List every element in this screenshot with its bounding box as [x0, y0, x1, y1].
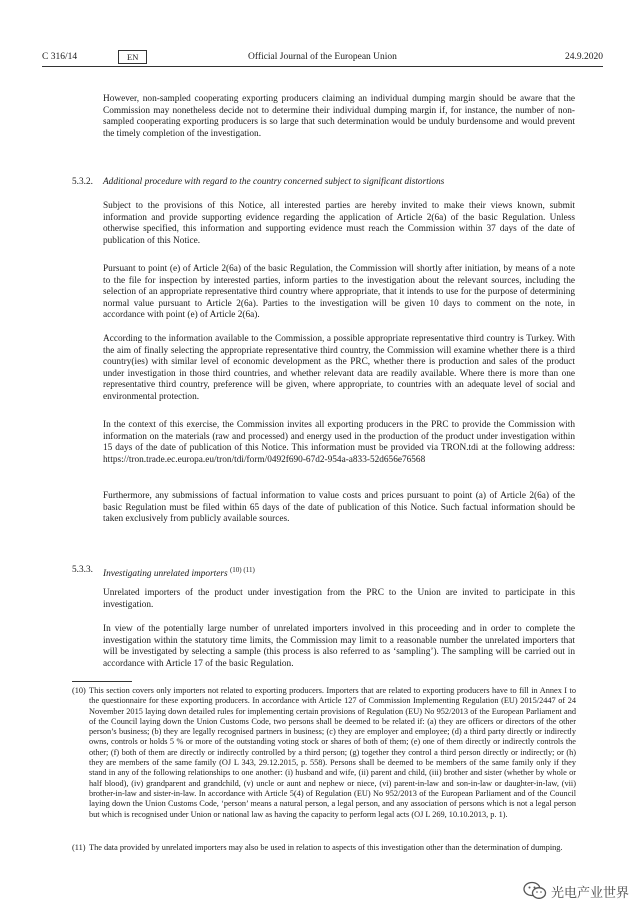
section-number: 5.3.2. [72, 177, 93, 187]
paragraph-interested-parties: Subject to the provisions of this Notice, all interested parties are hereby invited to make their views known, submit information and provide supporting evidence regarding the application of Article 2(6a) of the basic Regulation. Unless otherwise specified, this information and supporting evidence must reach the Commission within 37 days of the date of publication of this Notice. [103, 201, 575, 246]
paragraph-factual-information: Furthermore, any submissions of factual information to value costs and prices pursuant to point (a) of Article 2(6a) of the basic Regulation must be filed within 65 days of the date of publication of this Notice. Such factual information should be taken exclusively from publicly available sources. [103, 491, 575, 525]
section-number: 5.3.3. [72, 565, 93, 575]
footnote-10 [72, 686, 576, 820]
section-title: Investigating unrelated importers $^{(10) (11)}$ [103, 566, 255, 580]
page-header [42, 50, 603, 64]
footnote-text: The data provided by unrelated importers may also be used in relation to aspects of this investigation other than the determination of dumping. [89, 843, 563, 852]
footnote-mark: (11) [72, 843, 86, 852]
paragraph-representative-country: According to the information available to the Commission, a possible appropriate representative third country is Turkey. With the aim of finally selecting the appropriate representative third country, the Commission will examine whether there is a third country(ies) with similar level of economic development as the PRC, whether there is production and sales of the product under investigation in those third countries, and whether relevant data are readily available. Where there is more than one representative third country, preference will be given, where appropriate, to countries with an adequate level of social and environmental protection. [103, 334, 575, 402]
watermark-text: 光电产业世界 [550, 885, 629, 901]
publication-date: 24.9.2020 [565, 52, 603, 62]
page-ref: C 316/14 [42, 52, 78, 62]
section-title: Additional procedure with regard to the country concerned subject to significant distortions [103, 177, 445, 187]
footnote-mark: (10) [72, 686, 86, 695]
paragraph-note-to-file: Pursuant to point (e) of Article 2(6a) of the basic Regulation, the Commission will shortly after initiation, by means of a note to the file for inspection by interested parties, inform parties to the investigation about the relevant sources, including the selection of an appropriate representative third country where appropriate, that it intends to use for the purpose of determining normal value pursuant to Article 2(6a). Parties to the investigation will be given 10 days to comment on the note, in accordance with point (e) of Article 2(6a). [103, 264, 575, 321]
paragraph-sampling-note: However, non-sampled cooperating exporting producers claiming an individual dumping margin should be aware that the Commission may nonetheless decide not to determine their individual dumping margin if, for instance, the number of non-sampled cooperating exporting producers is so large that such determination would be unduly burdensome and would prevent the timely completion of the investigation. [103, 94, 575, 139]
watermark [523, 880, 629, 902]
footnote-rule [72, 681, 132, 682]
footnote-text: This section covers only importers not related to exporting producers. Importers that are related to exporting producers have to fill in Annex I to the questionnaire for these exporting producers. In accordance with Article 127 of Commission Implementing Regulation (EU) 2015/2447 of 24 November 2015 laying down detailed rules for implementing certain provisions of Regulation (EU) No 952/2013 of the European Parliament and of the Council laying down the Union Customs Code, two persons shall be deemed to be related if: (a) they are officers or directors of the other person’s business; (b) they are legally recognised partners in business; (c) they are employer and employee; (d) a third party directly or indirectly owns, controls or holds 5 % or more of the outstanding voting stock or shares of both of them; (e) one of them directly or indirectly controls the other; (f) both of them are directly or indirectly controlled by a third person; (g) together they control a third person directly or indirectly; or (h) they are members of the same family (OJ L 343, 29.12.2015, p. 558). Persons shall be deemed to be members of the same family only if they stand in any of the following relationships to one another: (i) husband and wife, (ii) parent and child, (iii) brother and sister (whether by whole or half blood), (iv) grandparent and grandchild, (v) uncle or aunt and nephew or niece, (vi) parent-in-law and son-in-law or daughter-in-law, (vii) brother-in-law and sister-in-law. In accordance with Article 5(4) of Regulation (EU) No 952/2013 of the European Parliament and of the Council laying down the Union Customs Code, ‘person’ means a natural person, a legal person, and any association of persons which is not a legal person but which is recognised under Union or national law as having the capacity to perform legal acts (OJ L 269, 10.10.2013, p. 1). [89, 686, 576, 819]
paragraph-sampling-importers: In view of the potentially large number of unrelated importers involved in this proceeding and in order to complete the investigation within the statutory time limits, the Commission may limit to a reasonable number the unrelated importers that will be investigated by selecting a sample (this process is also referred to as ‘sampling’). The sampling will be carried out in accordance with Article 17 of the basic Regulation. [103, 624, 575, 669]
journal-title: Official Journal of the European Union [248, 52, 397, 62]
language-badge: EN [118, 50, 147, 64]
footnote-11 [72, 843, 576, 853]
paragraph-tron-submission: In the context of this exercise, the Commission invites all exporting producers in the PRC to provide the Commission with information on the materials (raw and processed) and energy used in the production of the product under investigation within 15 days of the date of publication of this Notice. This information must be provided via TRON.tdi at the following address: https://tron.trade.ec.europa.eu/tron/tdi/form/0492f690-67d2-954a-a833-52d656e76568 [103, 420, 575, 465]
header-rule [42, 66, 603, 67]
paragraph-unrelated-importers: Unrelated importers of the product under investigation from the PRC to the Union are invited to participate in this investigation. [103, 588, 575, 610]
wechat-icon [523, 881, 547, 901]
footnote-refs: (10) (11) [229, 566, 255, 574]
